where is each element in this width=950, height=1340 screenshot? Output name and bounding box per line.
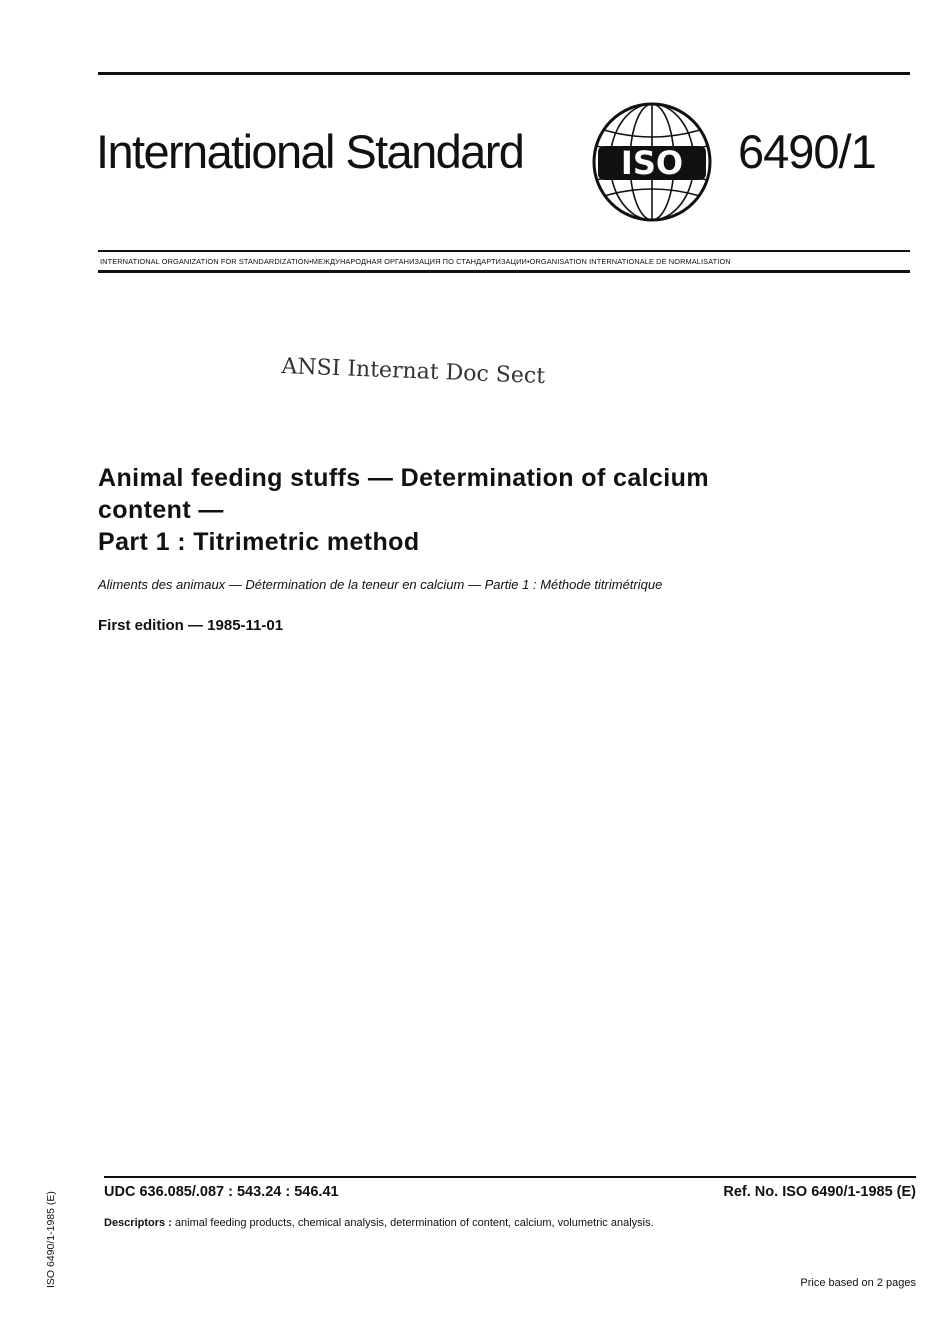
org-rule-top [98,250,910,252]
reference-number: Ref. No. ISO 6490/1-1985 (E) [723,1184,916,1200]
logo-text: ISO [620,144,684,182]
library-stamp: ANSI Internat Doc Sect [281,354,546,390]
price-note: Price based on 2 pages [800,1277,916,1289]
french-title: Aliments des animaux — Détermination de la teneur en calcium — Partie 1 : Méthode titrimétrique [98,577,663,592]
footer-rule [104,1176,916,1178]
title-line-3: Part 1 : Titrimetric method [98,528,420,556]
document-title [98,462,858,558]
descriptors-label: Descriptors : [104,1217,172,1229]
standard-title: International Standard [96,125,524,178]
standard-number: 6490/1 [738,125,876,178]
organization-names: INTERNATIONAL ORGANIZATION FOR STANDARDIZATION•МЕЖДУНАРОДНАЯ ОРГАНИЗАЦИЯ ПО СТАНДАРТИЗАЦИИ•ORGANISATION INTERNATIONALE DE NORMALISATION [100,257,731,266]
title-line-1: Animal feeding stuffs — Determination of calcium [98,464,709,492]
org-rule-bottom [98,270,910,273]
top-rule [98,72,910,75]
iso-logo [590,100,714,224]
descriptors [104,1217,654,1229]
iso-globe-icon [590,100,714,224]
title-line-2: content — [98,496,224,524]
edition-date: First edition — 1985-11-01 [98,617,284,634]
side-reference-label: ISO 6490/1-1985 (E) [45,1191,57,1288]
descriptors-text: animal feeding products, chemical analysis, determination of content, calcium, volumetric analysis. [174,1217,654,1229]
udc-number: UDC 636.085/.087 : 543.24 : 546.41 [104,1184,339,1200]
